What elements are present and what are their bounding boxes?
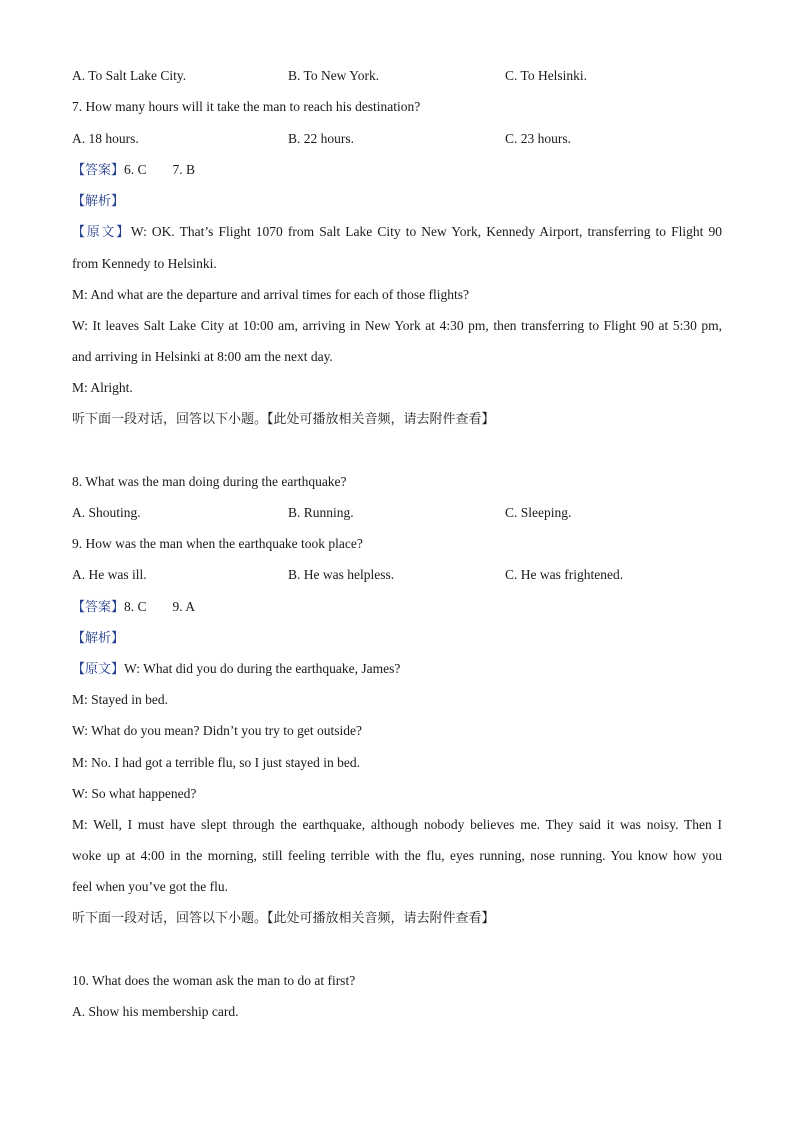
answer-line-1 <box>72 161 195 180</box>
transcript-line: W: What do you mean? Didn’t you try to get outside? <box>72 723 362 738</box>
q9-option-a: A. He was ill. <box>72 567 147 582</box>
transcript-line: M: No. I had got a terrible flu, so I just stayed in bed. <box>72 755 360 770</box>
answer-line-2 <box>72 598 195 617</box>
answer-tag: 【答案】 <box>72 163 125 178</box>
answer-value-7: 7. B <box>172 162 196 177</box>
analysis-heading-1 <box>72 192 124 211</box>
q9-question: 9. How was the man when the earthquake took place? <box>72 536 363 551</box>
transcript-line: M: And what are the departure and arrival times for each of those flights? <box>72 287 469 302</box>
q9-option-b: B. He was helpless. <box>288 567 395 582</box>
q8-question: 8. What was the man doing during the earthquake? <box>72 474 347 489</box>
answer-value-6: 6. C <box>124 162 147 177</box>
q7-option-c: C. 23 hours. <box>505 131 572 146</box>
transcript-tag: 【原文】 <box>72 662 125 677</box>
transcript-line: M: Well, I must have slept through the earthquake, although nobody believes me. They said it was noisy. Then I <box>72 817 722 832</box>
q6-option-a: A. To Salt Lake City. <box>72 68 187 83</box>
listening-instruction: 听下面一段对话，回答以下小题。【此处可播放相关音频，请去附件查看】 <box>72 911 495 926</box>
transcript-line: 【原文】W: What did you do during the earthquake, James? <box>72 661 401 677</box>
transcript-line: woke up at 4:00 in the morning, still feeling terrible with the flu, eyes running, nose running. You know how you <box>72 848 722 863</box>
answer-value-9: 9. A <box>172 599 196 614</box>
q7-option-a: A. 18 hours. <box>72 131 139 146</box>
q10-option-a: A. Show his membership card. <box>72 1004 239 1019</box>
q7-option-b: B. 22 hours. <box>288 131 355 146</box>
listening-instruction: 听下面一段对话，回答以下小题。【此处可播放相关音频，请去附件查看】 <box>72 412 495 427</box>
transcript-line: M: Alright. <box>72 380 133 395</box>
transcript-line: feel when you’ve got the flu. <box>72 879 228 894</box>
q6-option-b: B. To New York. <box>288 68 380 83</box>
q7-question: 7. How many hours will it take the man to reach his destination? <box>72 99 421 114</box>
answer-value-8: 8. C <box>124 599 147 614</box>
q10-question: 10. What does the woman ask the man to do at first? <box>72 973 356 988</box>
transcript-line: W: It leaves Salt Lake City at 10:00 am, arriving in New York at 4:30 pm, then transferring to Flight 90 at 5:30 pm, <box>72 318 722 333</box>
q8-option-a: A. Shouting. <box>72 505 141 520</box>
q9-option-c: C. He was frightened. <box>505 567 624 582</box>
transcript-line: from Kennedy to Helsinki. <box>72 256 217 271</box>
transcript-tag: 【原文】 <box>72 225 131 240</box>
analysis-heading-2 <box>72 629 124 648</box>
transcript-line: and arriving in Helsinki at 8:00 am the next day. <box>72 349 333 364</box>
q8-option-c: C. Sleeping. <box>505 505 572 520</box>
transcript-line: 【原文】W: OK. That’s Flight 1070 from Salt Lake City to New York, Kennedy Airport, transferring to Flight 90 <box>72 224 722 240</box>
analysis-tag: 【解析】 <box>72 631 125 646</box>
analysis-tag: 【解析】 <box>72 194 125 209</box>
q6-option-c: C. To Helsinki. <box>505 68 588 83</box>
q8-option-b: B. Running. <box>288 505 354 520</box>
transcript-line: W: So what happened? <box>72 786 197 801</box>
answer-tag: 【答案】 <box>72 600 125 615</box>
transcript-line: M: Stayed in bed. <box>72 692 168 707</box>
